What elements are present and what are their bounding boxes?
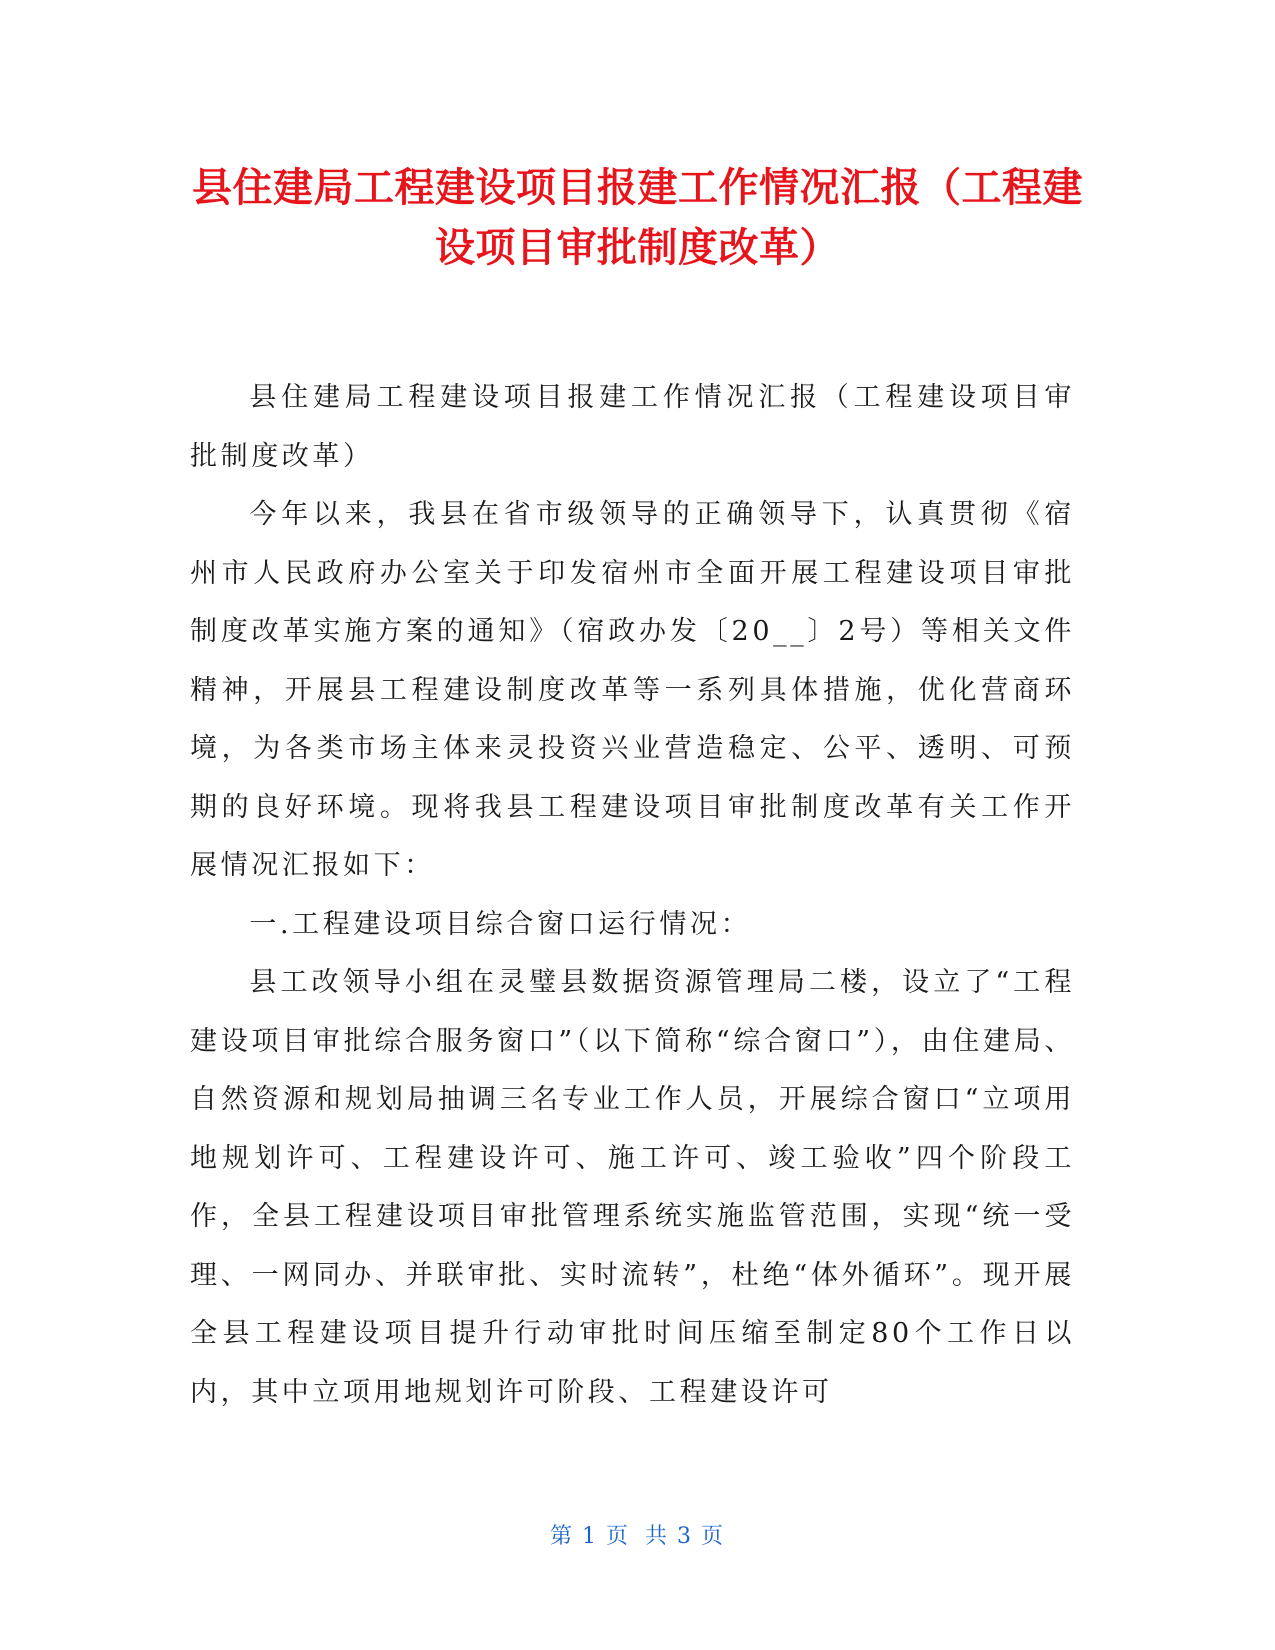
- total-pages-number: 3: [677, 1524, 693, 1549]
- page-label-mid: 页 共: [606, 1524, 669, 1549]
- document-title: 县住建局工程建设项目报建工作情况汇报（工程建设项目审批制度改革）: [192, 165, 1083, 271]
- document-body: [190, 369, 1075, 1422]
- section-heading-1: 一.工程建设项目综合窗口运行情况：: [249, 908, 752, 940]
- page-label-suffix: 页: [701, 1524, 726, 1549]
- paragraph-1: 县住建局工程建设项目报建工作情况汇报（工程建设项目审批制度改革）: [190, 382, 1075, 472]
- page-footer: [0, 1519, 1275, 1550]
- page-label-prefix: 第: [549, 1524, 574, 1549]
- paragraph-3: 县工改领导小组在灵璧县数据资源管理局二楼，设立了“工程建设项目审批综合服务窗口”（以下简称“综合窗口”），由住建局、自然资源和规划局抽调三名专业工作人员，开展综合窗口“立项用地规划许可、工程建设许可、施工许可、竣工验收”四个阶段工作，全县工程建设项目审批管理系统实施监管范围，实现“统一受理、一网同办、并联审批、实时流转”，杜绝“体外循环”。现开展全县工程建设项目提升行动审批时间压缩至制定80个工作日以内，其中立项用地规划许可阶段、工程建设许可: [190, 967, 1075, 1408]
- current-page-number: 1: [582, 1524, 598, 1549]
- paragraph-2: 今年以来，我县在省市级领导的正确领导下，认真贯彻《宿州市人民政府办公室关于印发宿州市全面开展工程建设项目审批制度改革实施方案的通知》（宿政办发〔20__〕2号）等相关文件精神，开展县工程建设制度改革等一系列具体措施，优化营商环境，为各类市场主体来灵投资兴业营造稳定、公平、透明、可预期的良好环境。现将我县工程建设项目审批制度改革有关工作开展情况汇报如下：: [190, 499, 1075, 881]
